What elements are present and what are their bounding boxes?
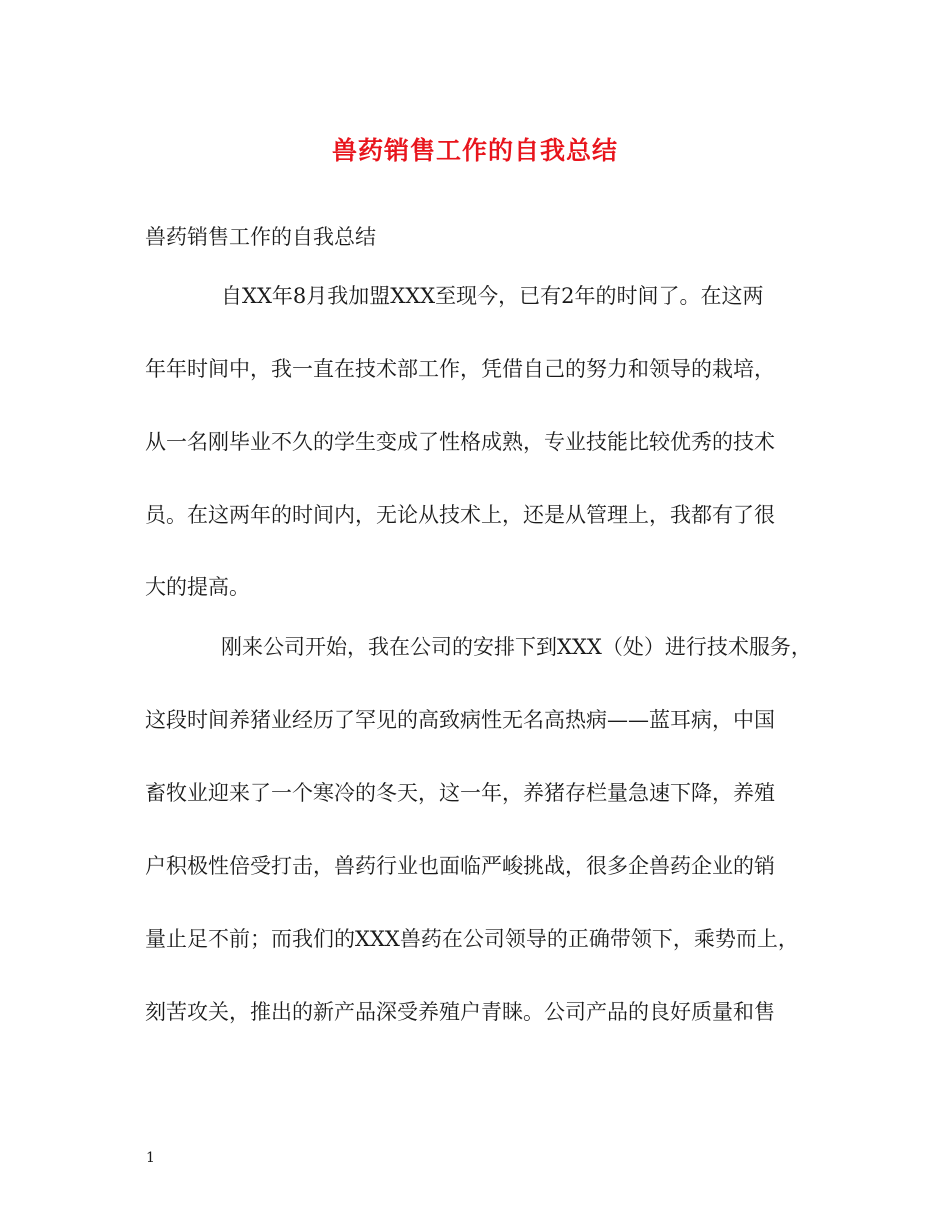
document-subtitle: 兽药销售工作的自我总结 — [145, 225, 376, 249]
paragraph-line: 员。在这两年的时间内，无论从技术上，还是从管理上，我都有了很 — [145, 503, 775, 527]
paragraph-line: 自XX年8月我加盟XXX至现今，已有2年的时间了。在这两 — [221, 284, 764, 308]
paragraph-line: 刚来公司开始，我在公司的安排下到XXX（处）进行技术服务， — [221, 635, 812, 659]
paragraph-line: 户积极性倍受打击，兽药行业也面临严峻挑战，很多企兽药企业的销 — [145, 854, 775, 878]
paragraph-line: 刻苦攻关，推出的新产品深受养殖户青睐。公司产品的良好质量和售 — [145, 1000, 775, 1024]
paragraph-line: 畜牧业迎来了一个寒冷的冬天，这一年，养猪存栏量急速下降，养殖 — [145, 781, 775, 805]
paragraph-line: 这段时间养猪业经历了罕见的高致病性无名高热病——蓝耳病，中国 — [145, 708, 775, 732]
paragraph-line: 从一名刚毕业不久的学生变成了性格成熟，专业技能比较优秀的技术 — [145, 430, 775, 454]
paragraph-line: 大的提高。 — [145, 575, 250, 599]
document-title: 兽药销售工作的自我总结 — [331, 136, 618, 165]
paragraph-line: 量止足不前；而我们的XXX兽药在公司领导的正确带领下，乘势而上， — [145, 927, 799, 951]
paragraph-line: 年年时间中，我一直在技术部工作，凭借自己的努力和领导的栽培， — [145, 357, 775, 381]
page-number: 1 — [146, 1150, 155, 1166]
